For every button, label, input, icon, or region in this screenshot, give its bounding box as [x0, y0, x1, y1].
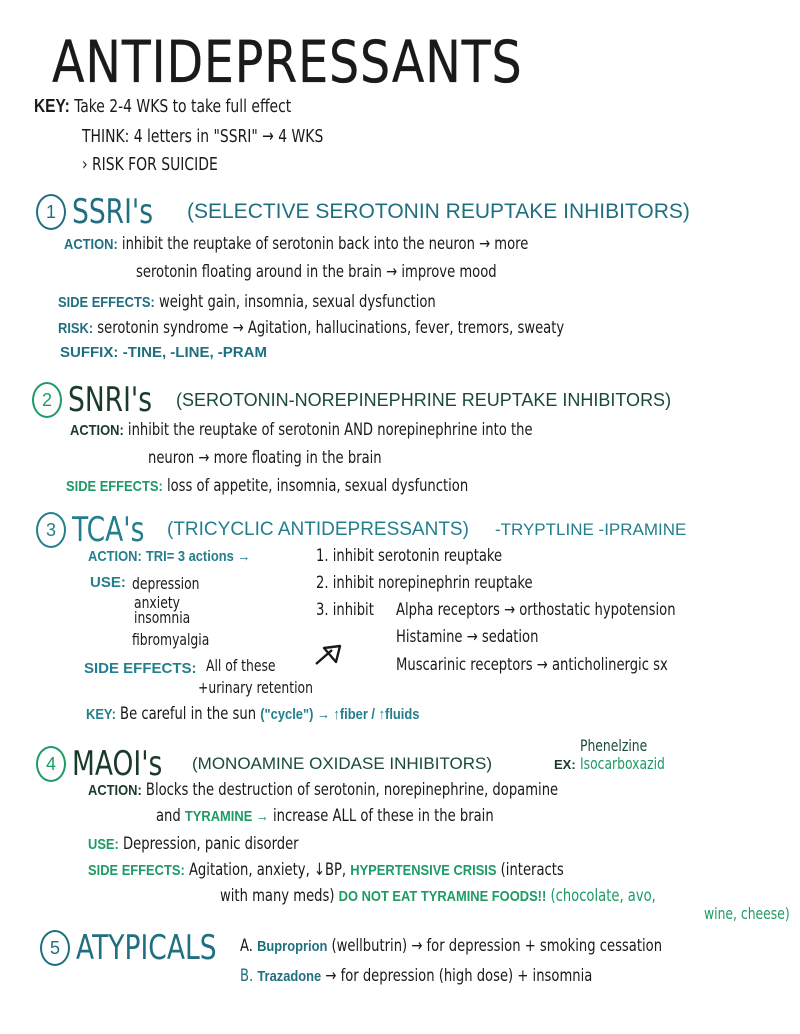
action-label: ACTION: [88, 782, 142, 799]
maoi-example-1: Phenelzine [580, 736, 648, 755]
item-detail: (wellbutrin) → for depression + smoking cessation [331, 936, 663, 956]
atypical-item-b [240, 966, 592, 986]
item-letter: A. [240, 936, 253, 956]
tca-side-1: All of these [206, 656, 276, 675]
ssri-full-name: (SELECTIVE SEROTONIN REUPTAKE INHIBITORS) [187, 200, 690, 223]
ssri-risk [58, 318, 564, 338]
number-badge: 5 [40, 930, 70, 966]
tca-header [36, 510, 686, 550]
maoi-side-1c: (interacts [500, 860, 564, 880]
tca-action-3-item-1: Alpha receptors → orthostatic hypotension [396, 600, 676, 620]
item-letter: B. [240, 966, 254, 986]
maoi-do-not-eat: DO NOT EAT TYRAMINE FOODS!! [338, 888, 547, 905]
tca-key-text: Be careful in the sun [120, 704, 257, 724]
key-block [34, 96, 291, 117]
tca-suffixes: -TRYPTLINE -IPRAMINE [494, 520, 687, 539]
tca-key-cycle: ("cycle") → ↑fiber / ↑fluids [260, 706, 420, 723]
ssri-risk-text: serotonin syndrome → Agitation, hallucinations, fever, tremors, sweaty [97, 318, 565, 338]
ssri-side-effects [58, 292, 436, 312]
snri-action-line-1: inhibit the reuptake of serotonin AND norepinephrine into the [127, 420, 533, 440]
arrow-up-right-icon [312, 642, 346, 668]
maoi-name: MAOI's [72, 744, 163, 784]
side-effects-label: SIDE EFFECTS: [84, 660, 197, 677]
snri-name: SNRI's [68, 380, 153, 420]
number-badge: 2 [32, 382, 62, 418]
maoi-action-and: and [156, 806, 181, 826]
tca-action-3-item-3: Muscarinic receptors → anticholinergic sx [396, 655, 668, 675]
maoi-side-2a: with many meds) [220, 886, 335, 906]
key-line-1: Take 2-4 WKS to take full effect [74, 96, 292, 117]
tca-action-tri: TRI= 3 actions → [145, 548, 251, 565]
item-drug: Buproprion [257, 938, 328, 955]
maoi-action-line-1: Blocks the destruction of serotonin, norepinephrine, dopamine [145, 780, 559, 800]
snri-header [32, 380, 671, 420]
snri-action-line-2: neuron → more floating in the brain [148, 448, 382, 468]
ssri-side-text: weight gain, insomnia, sexual dysfunction [158, 292, 436, 312]
atypicals-name: ATYPICALS [76, 928, 217, 968]
number-badge: 3 [36, 512, 66, 548]
maoi-hypertensive-crisis: HYPERTENSIVE CRISIS [350, 862, 497, 879]
ssri-action-line-2: serotonin floating around in the brain → improve mood [136, 262, 497, 282]
maoi-side-line-2 [220, 886, 656, 906]
side-effects-label: SIDE EFFECTS: [88, 862, 185, 879]
maoi-use [88, 834, 299, 854]
snri-side-text: loss of appetite, insomnia, sexual dysfunction [166, 476, 469, 496]
item-detail: → for depression (high dose) + insomnia [325, 966, 593, 986]
key-line-3: › RISK FOR SUICIDE [82, 154, 218, 175]
tca-action-2: 2. inhibit norepinephrin reuptake [316, 573, 533, 593]
side-effects-label: SIDE EFFECTS: [58, 294, 155, 311]
maoi-side-3: wine, cheese) [704, 904, 790, 923]
snri-full-name: (SEROTONIN-NOREPINEPHRINE REUPTAKE INHIBITORS) [176, 389, 672, 410]
tca-side-2: +urinary retention [198, 678, 313, 697]
tca-full-name: (TRICYCLIC ANTIDEPRESSANTS) [167, 519, 469, 540]
ssri-suffix [60, 344, 267, 362]
tca-name: TCA's [72, 510, 145, 550]
snri-side-effects [66, 476, 468, 496]
key-label: KEY: [34, 96, 70, 116]
tca-key [86, 704, 419, 724]
maoi-examples [554, 754, 679, 774]
key-label: KEY: [86, 706, 116, 723]
action-label: ACTION: [64, 236, 118, 253]
tca-action-1: 1. inhibit serotonin reuptake [316, 546, 503, 566]
ex-label: EX: [554, 757, 576, 772]
ssri-action-line-1: inhibit the reuptake of serotonin back into the neuron → more [121, 234, 529, 254]
maoi-side-effects [88, 860, 564, 880]
tca-side-effects [84, 660, 197, 678]
side-effects-label: SIDE EFFECTS: [66, 478, 163, 495]
maoi-side-2c: (chocolate, avo, [550, 886, 656, 906]
tca-use-4: fibromyalgia [132, 630, 210, 649]
ssri-action [64, 234, 528, 254]
tca-use-label: USE: [90, 574, 126, 591]
maoi-use-text: Depression, panic disorder [123, 834, 299, 854]
action-label: ACTION: [88, 548, 142, 565]
maoi-full-name: (MONOAMINE OXIDASE INHIBITORS) [192, 754, 493, 773]
action-label: ACTION: [70, 422, 124, 439]
tca-action-3-item-2: Histamine → sedation [396, 627, 539, 647]
item-drug: Trazadone [257, 968, 322, 985]
tca-use-1: depression [132, 574, 200, 593]
key-line-2: THINK: 4 letters in "SSRI" → 4 WKS [82, 126, 324, 147]
maoi-action-increase: increase ALL of these in the brain [272, 806, 494, 826]
ssri-name: SSRI's [72, 192, 154, 232]
atypical-item-a [240, 936, 662, 956]
tca-action-3: 3. inhibit [316, 600, 374, 620]
maoi-action-line-2 [156, 806, 494, 826]
atypicals-header [40, 928, 256, 968]
tca-use-3: insomnia [134, 608, 191, 627]
number-badge: 4 [36, 746, 66, 782]
maoi-action [88, 780, 558, 800]
ssri-header [36, 192, 690, 232]
tca-action [88, 546, 250, 566]
tca-use-2: anxiety [134, 593, 180, 612]
use-label: USE: [88, 836, 119, 853]
suffix-label: SUFFIX: [60, 344, 119, 361]
page-title: ANTIDEPRESSANTS [52, 28, 523, 96]
number-badge: 1 [36, 194, 66, 230]
risk-label: RISK: [58, 320, 94, 337]
maoi-example-2: Isocarboxazid [580, 754, 665, 773]
maoi-tyramine: TYRAMINE → [184, 808, 269, 825]
snri-action [70, 420, 533, 440]
suffix-value: -TINE, -LINE, -PRAM [122, 344, 267, 361]
maoi-side-1a: Agitation, anxiety, ↓BP, [188, 860, 347, 880]
maoi-header [36, 744, 492, 784]
